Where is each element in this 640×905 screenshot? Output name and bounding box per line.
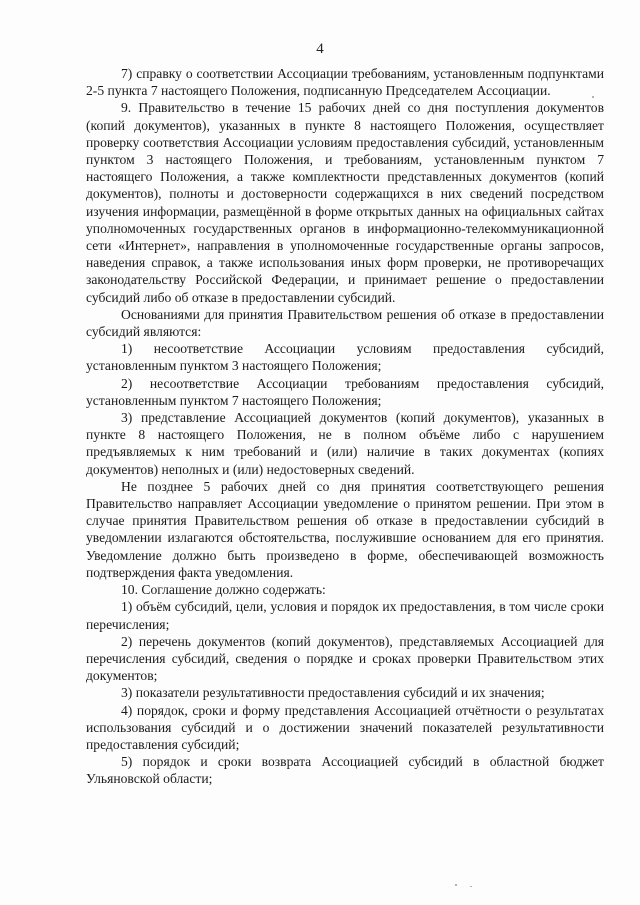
paragraph: 3) представление Ассоциацией документов (копий документов), указанных в пункте 8 настоящего Положения, не в полном объёме либо с нарушением предъявляемых к ним требований и (или) наличие в таких документах (копиях документов) неполных и (или) недостоверных сведений. — [86, 410, 604, 477]
paragraph: 1) несоответствие Ассоциации условиям предоставления субсидий, установленным пунктом 3 настоящего Положения; — [86, 341, 604, 374]
paragraph: 3) показатели результативности предоставления субсидий и их значения; — [121, 685, 545, 701]
document-body — [86, 65, 604, 788]
paragraph: Основаниями для принятия Правительством решения об отказе в предоставлении субсидий являются: — [86, 306, 604, 340]
paragraph: 2) несоответствие Ассоциации требованиям предоставления субсидий, установленным пунктом 7 настоящего Положения; — [86, 375, 604, 408]
paragraph: 10. Соглашение должно содержать: — [121, 582, 326, 598]
paragraph: 1) объём субсидий, цели, условия и порядок их предоставления, в том числе сроки перечисления; — [86, 599, 604, 632]
paragraph: 2) перечень документов (копий документов), представляемых Ассоциацией для перечисления субсидий, сведения о порядке и сроках проверки Правительством этих документов; — [86, 633, 604, 684]
paragraph: 5) порядок и сроки возврата Ассоциацией субсидий в областной бюджет Ульяновской области; — [86, 754, 604, 787]
paragraph: Не позднее 5 рабочих дней со дня принятия соответствующего решения Правительство направляет Ассоциации уведомление о принятом решении. При этом в случае принятия Правительством решения об отказе в предоставлении субсидий в уведомлении излагаются обстоятельства, послужившие основанием для его принятия. Уведомление должно быть произведено в форме, обеспечивающей возможность подтверждения факта уведомления. — [86, 478, 604, 580]
scan-speck — [592, 96, 594, 98]
paragraph: 4) порядок, сроки и форму представления Ассоциацией отчётности о результатах использования субсидий и о достижении значений показателей результативности предоставления субсидий; — [86, 702, 604, 752]
scan-speck — [470, 886, 472, 887]
paragraph: 7) справку о соответствии Ассоциации требованиям, установленным подпунктами 2-5 пункта 7 настоящего Положения, подписанную Председателем Ассоциации. — [86, 66, 604, 99]
scan-speck — [455, 884, 457, 886]
paragraph: 9. Правительство в течение 15 рабочих дней со дня поступления документов (копий документов), указанных в пункте 8 настоящего Положения, осуществляет проверку соответствия Ассоциации условиям предоставления субсидий, установленным пунктом 3 настоящего Положения, и требованиям, установленным пунктом 7 настоящего Положения, а также комплектности представленных документов (копий документов), полноты и достоверности содержащихся в них сведений посредством изучения информации, размещённой в форме открытых данных на официальных сайтах уполномоченных государственных органов в информационно-телекоммуникационной сети «Интернет», направления в уполномоченные государственные органы запросов, наведения справок, а также использования иных форм проверки, не противоречащих законодательству Российской Федерации, и принимает решение о предоставлении субсидий либо об отказе в предоставлении субсидий. — [86, 100, 604, 305]
page-number: 4 — [316, 41, 324, 57]
